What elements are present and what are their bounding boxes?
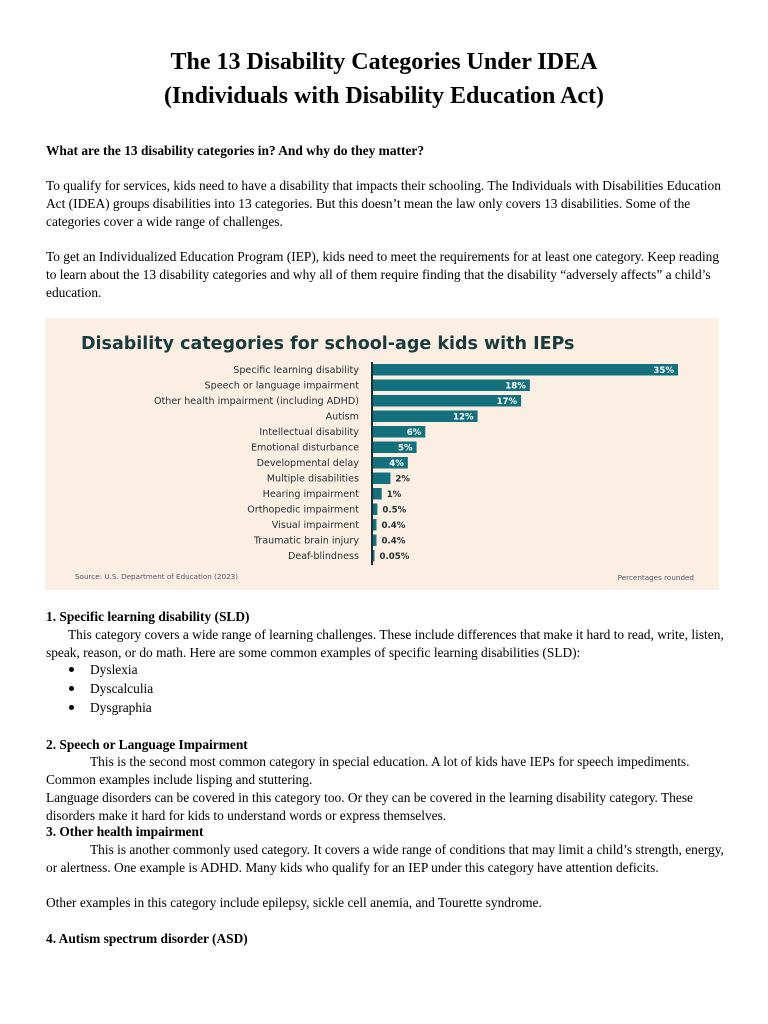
category-label: Specific learning disability: [233, 365, 359, 377]
value-label: 0.4%: [381, 536, 406, 547]
value-label: 1%: [386, 489, 402, 500]
category-label: Orthopedic impairment: [247, 504, 359, 516]
list-item: Dyslexia: [46, 660, 153, 679]
value-label: 17%: [496, 396, 518, 407]
list-item: Dysgraphia: [46, 698, 153, 717]
sld-examples-list: [46, 660, 153, 717]
title-line-1: The 13 Disability Categories Under IDEA: [170, 49, 598, 75]
bar: [373, 473, 390, 485]
category-label: Deaf-blindness: [287, 551, 359, 563]
intro-paragraph-1: To qualify for services, kids need to have a disability that impacts their schooling. The Individuals with Disabilities Education Act (IDEA) groups disabilities into 13 categories. But this doesn’t mean the law only covers 13 disabilities. Some of the categories cover a wide range of challenges.: [46, 178, 721, 229]
category-label: Developmental delay: [256, 458, 359, 470]
section-2-heading: 2. Speech or Language Impairment: [46, 737, 248, 752]
section-3-heading: 3. Other health impairment: [46, 824, 204, 839]
category-label: Intellectual disability: [259, 427, 359, 439]
disability-bar-chart: [45, 318, 719, 590]
chart-title: Disability categories for school-age kids with IEPs: [81, 334, 575, 354]
value-label: 18%: [505, 381, 526, 392]
bar: [373, 504, 377, 516]
section-3-body-1: This is another commonly used category. It covers a wide range of conditions that may limit a child’s strength, energy, or alertness. One example is ADHD. Many kids who qualify for an IEP under this category have attention deficits.: [46, 842, 724, 875]
value-label: 5%: [397, 443, 413, 454]
value-label: 0.4%: [381, 520, 406, 531]
category-label: Emotional disturbance: [250, 442, 359, 454]
section-1-heading: 1. Specific learning disability (SLD): [46, 609, 250, 624]
value-label: 6%: [406, 427, 422, 438]
section-4-heading: 4. Autism spectrum disorder (ASD): [46, 931, 248, 946]
value-label: 35%: [653, 365, 674, 376]
intro-paragraph-2: To get an Individualized Education Program (IEP), kids need to meet the requirements for at least one category. Keep reading to learn about the 13 disability categories and why all of them require finding that the disability “adversely affects” a child’s education.: [46, 249, 720, 300]
section-2-body-1: This is the second most common category in special education. A lot of kids have IEPs for speech impediments. Common examples include lisping and stuttering.: [46, 754, 690, 787]
chart-note: Percentages rounded: [617, 573, 694, 582]
bar: [373, 535, 376, 547]
value-label: 0.5%: [382, 505, 407, 516]
bar: [373, 550, 375, 562]
bar: [373, 364, 678, 376]
category-label: Multiple disabilities: [266, 473, 359, 485]
category-label: Speech or language impairment: [204, 380, 359, 392]
list-item: Dyscalculia: [46, 679, 153, 698]
value-label: 0.05%: [379, 551, 410, 562]
section-1-body: This category covers a wide range of learning challenges. These include differences that make it hard to read, write, listen, speak, reason, or do math. Here are some common examples of specific learning disabilities (SLD):: [46, 627, 724, 660]
chart-source: Source: U.S. Department of Education (2023): [75, 572, 239, 581]
section-3-body-2: Other examples in this category include epilepsy, sickle cell anemia, and Tourette syndrome.: [46, 895, 542, 910]
category-label: Autism: [325, 411, 359, 423]
bar: [373, 519, 376, 531]
value-label: 4%: [389, 458, 404, 469]
value-label: 12%: [452, 412, 474, 423]
title-line-2: (Individuals with Disability Education Act): [163, 83, 605, 109]
section-2-body-2: Language disorders can be covered in this category too. Or they can be covered in the learning disability category. These disorders make it hard for kids to understand words or express themselves.: [46, 790, 693, 823]
category-label: Traumatic brain injury: [253, 535, 359, 547]
value-label: 2%: [395, 474, 411, 485]
bar: [373, 488, 382, 500]
category-label: Hearing impairment: [262, 489, 359, 501]
intro-question: What are the 13 disability categories in? And why do they matter?: [46, 143, 425, 158]
chart-svg: [45, 318, 719, 590]
category-label: Other health impairment (including ADHD): [153, 396, 359, 408]
category-label: Visual impairment: [271, 520, 359, 532]
